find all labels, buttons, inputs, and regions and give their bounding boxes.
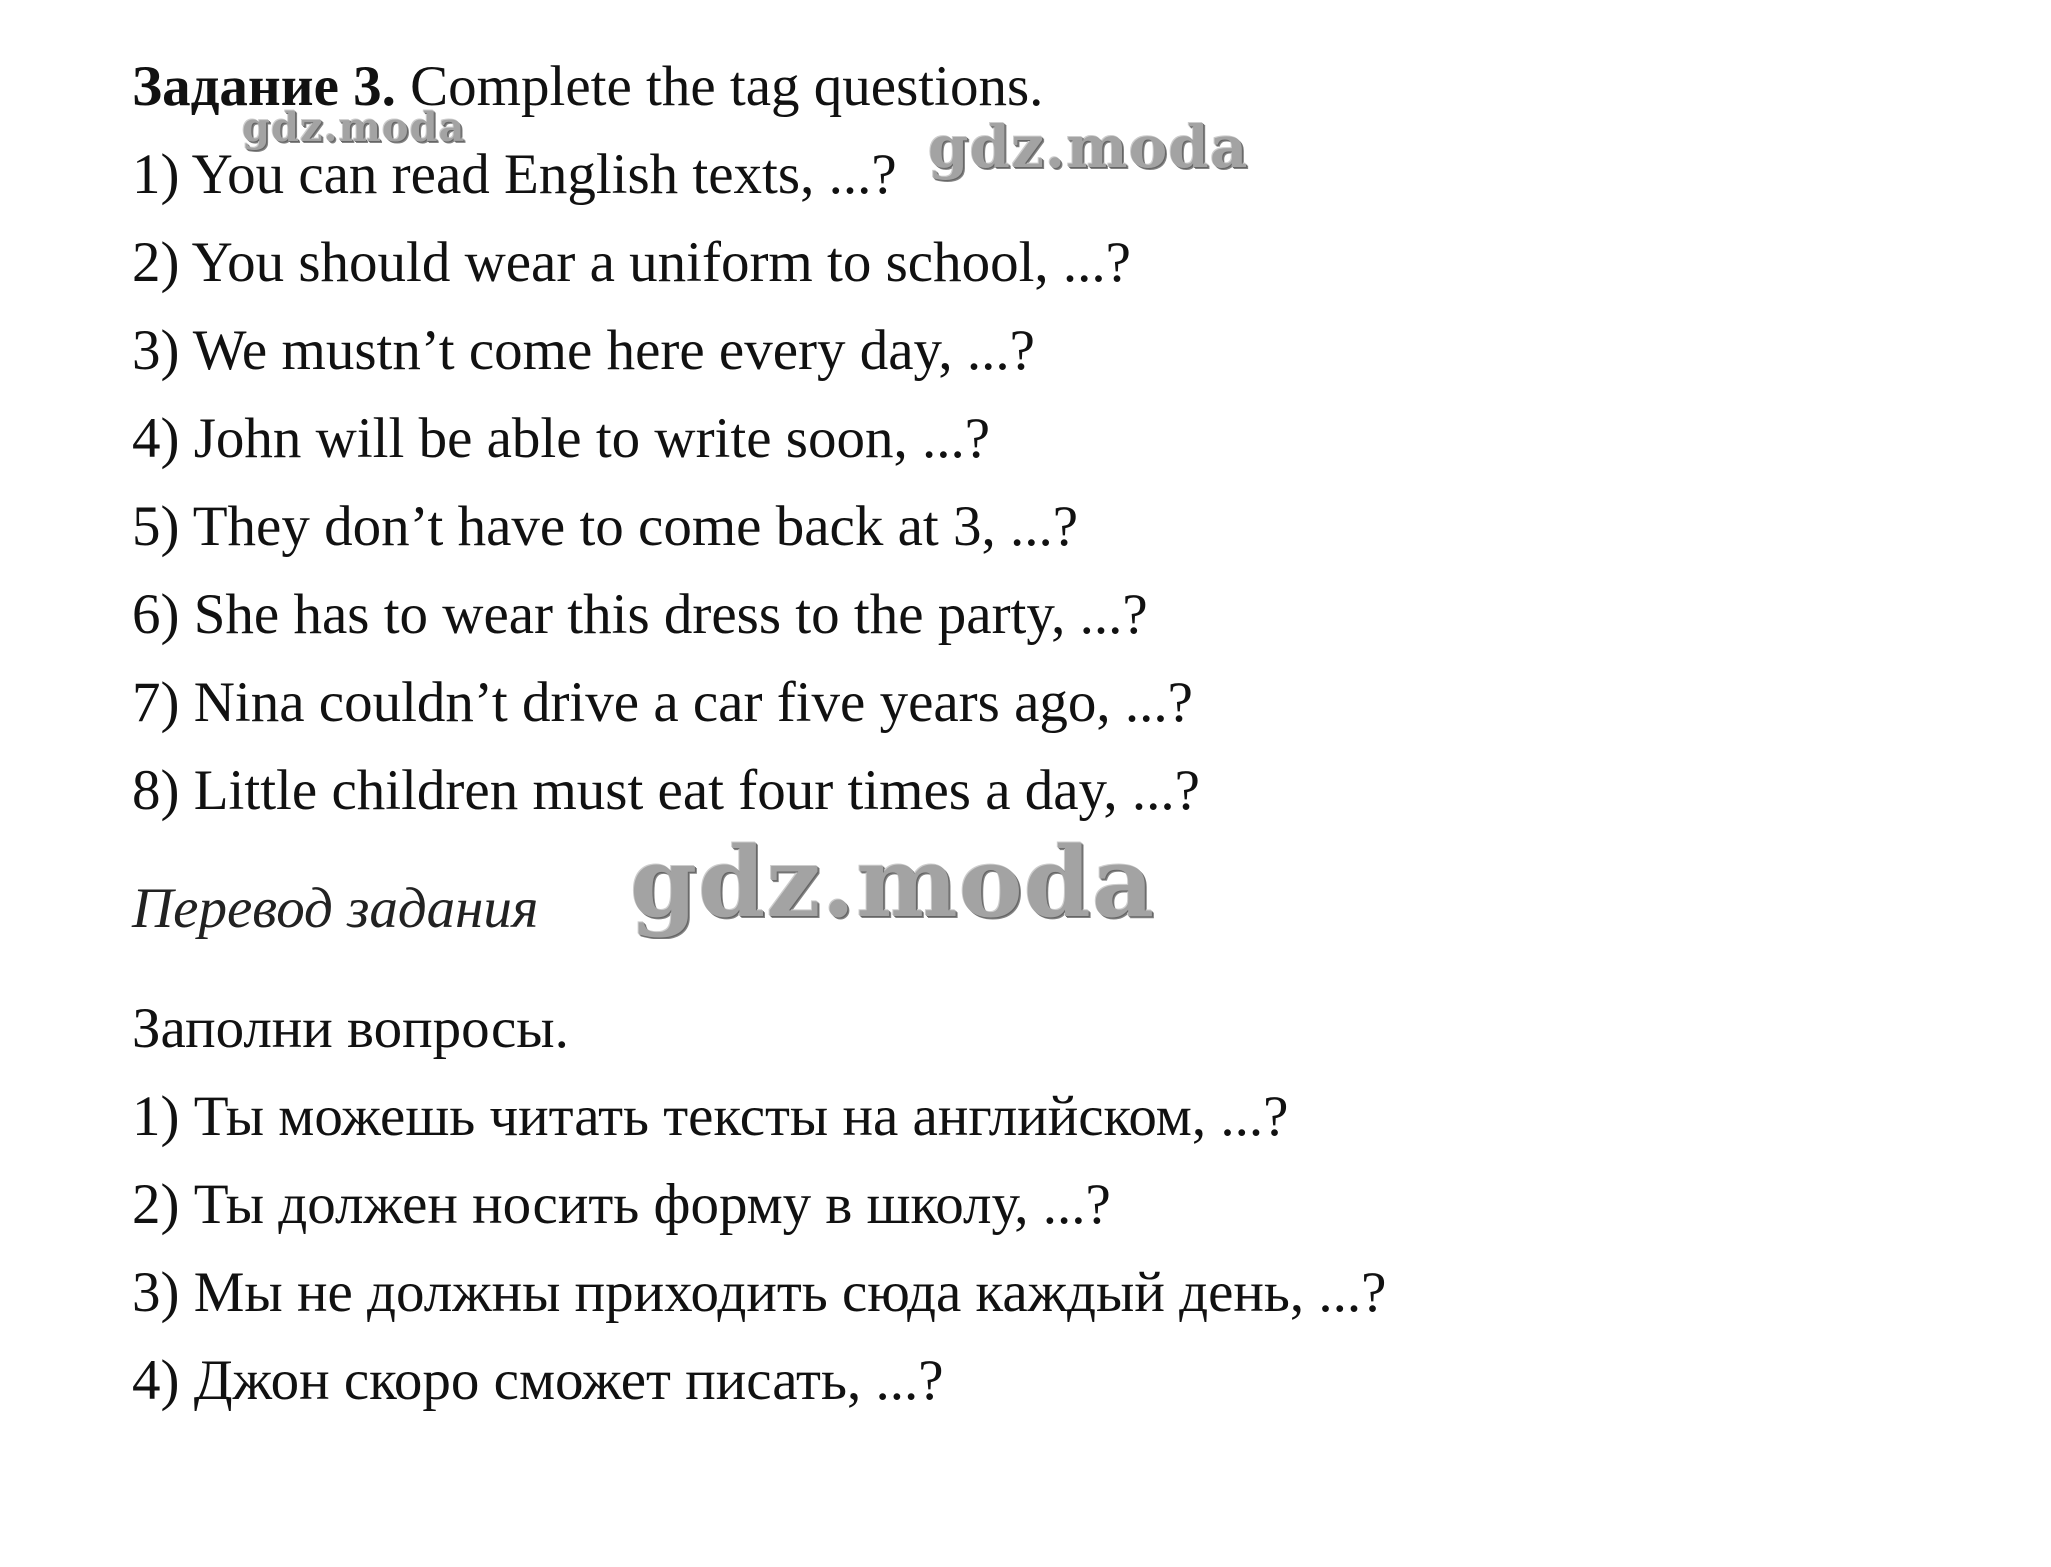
english-item-4: 4) John will be able to write soon, ...? <box>132 407 991 470</box>
english-item-5: 5) They don’t have to come back at 3, ...? <box>132 495 1079 558</box>
watermark-medium: gdz.moda <box>928 113 1249 181</box>
watermark-large: gdz.moda <box>630 826 1156 939</box>
english-item-2: 2) You should wear a uniform to school, ...? <box>132 231 1131 294</box>
task-instruction: Complete the tag questions. <box>410 55 1044 118</box>
english-item-7: 7) Nina couldn’t drive a car five years ago, ...? <box>132 671 1193 734</box>
watermark-small: gdz.moda <box>242 104 466 151</box>
russian-item-4: 4) Джон скоро сможет писать, ...? <box>132 1349 944 1412</box>
russian-item-3: 3) Мы не должны приходить сюда каждый день, ...? <box>132 1261 1387 1324</box>
english-item-8: 8) Little children must eat four times a day, ...? <box>132 759 1200 822</box>
english-item-3: 3) We mustn’t come here every day, ...? <box>132 319 1035 382</box>
english-item-1: 1) You can read English texts, ...? <box>132 143 897 206</box>
english-item-6: 6) She has to wear this dress to the party, ...? <box>132 583 1148 646</box>
task-label: Задание 3. <box>132 55 396 118</box>
russian-item-2: 2) Ты должен носить форму в школу, ...? <box>132 1173 1111 1236</box>
translation-instruction: Заполни вопросы. <box>132 997 569 1060</box>
russian-item-1: 1) Ты можешь читать тексты на английском, ...? <box>132 1085 1289 1148</box>
translation-heading: Перевод задания <box>132 877 539 940</box>
